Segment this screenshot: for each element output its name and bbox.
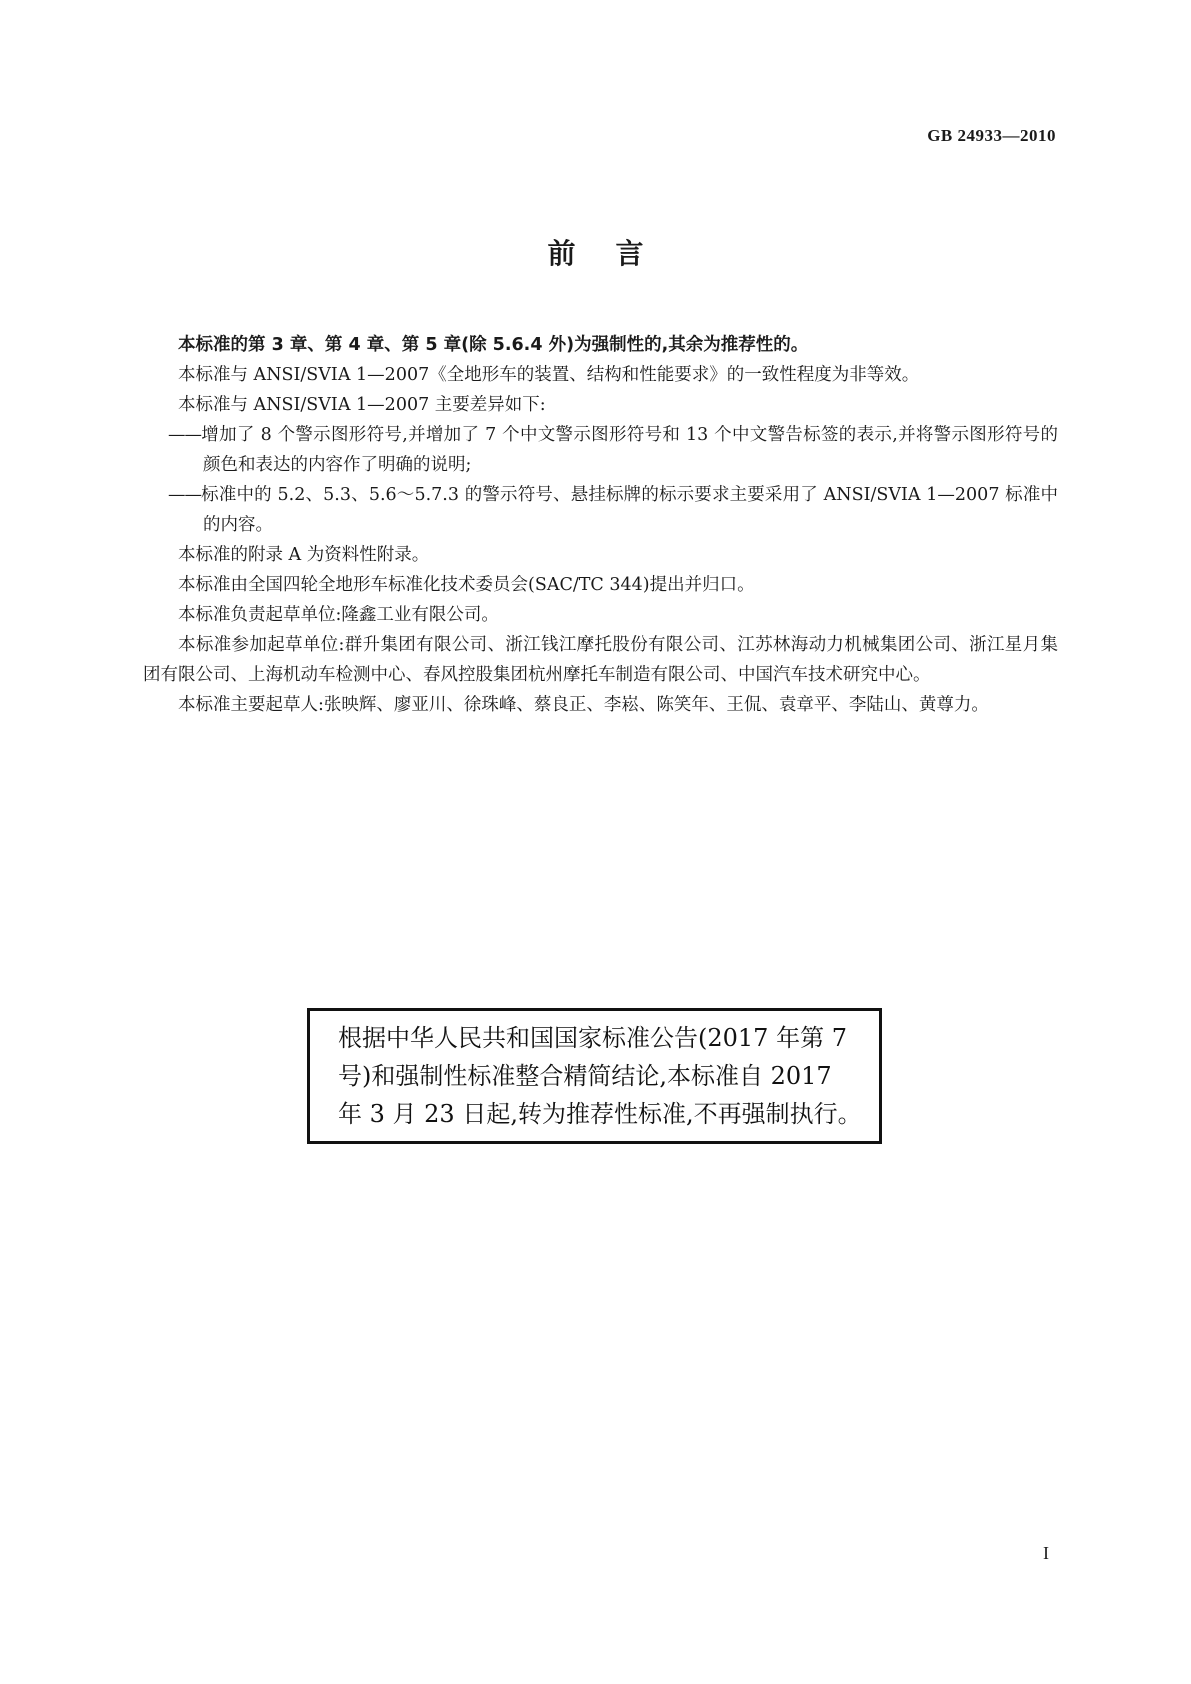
notice-line-2: 号)和强制性标准整合精简结论,本标准自 2017	[338, 1062, 832, 1090]
notice-line-3: 年 3 月 23 日起,转为推荐性标准,不再强制执行。	[338, 1100, 862, 1128]
paragraph-participating-drafters: 本标准参加起草单位:群升集团有限公司、浙江钱江摩托股份有限公司、江苏林海动力机械集团公司、浙江星月集团有限公司、上海机动车检测中心、春风控股集团杭州摩托车制造有限公司、中国汽车技术研究中心。	[143, 635, 1058, 685]
dash-marker: ——	[168, 485, 201, 505]
paragraph-lead-drafter: 本标准负责起草单位:隆鑫工业有限公司。	[178, 605, 499, 625]
paragraph-committee: 本标准由全国四轮全地形车标准化技术委员会(SAC/TC 344)提出并归口。	[178, 575, 755, 595]
difference-item-1-text: 增加了 8 个警示图形符号,并增加了 7 个中文警示图形符号和 13 个中文警告标签的表示,并将警示图形符号的颜色和表达的内容作了明确的说明;	[201, 425, 1058, 475]
difference-item-2-text: 标准中的 5.2、5.3、5.6～5.7.3 的警示符号、悬挂标牌的标示要求主要采用了 ANSI/SVIA 1—2007 标准中的内容。	[201, 485, 1058, 535]
dash-marker: ——	[168, 425, 201, 445]
paragraph-differences-intro: 本标准与 ANSI/SVIA 1—2007 主要差异如下:	[178, 395, 546, 415]
standard-number: GB 24933—2010	[927, 126, 1056, 145]
difference-item-1	[143, 420, 1058, 480]
page-title: 前言	[547, 237, 684, 270]
status-notice-box	[307, 1008, 882, 1144]
paragraph-main-drafters: 本标准主要起草人:张映辉、廖亚川、徐珠峰、蔡良正、李崧、陈笑年、王侃、袁章平、李陆山、黄尊力。	[178, 695, 989, 715]
paragraph-consistency: 本标准与 ANSI/SVIA 1—2007《全地形车的装置、结构和性能要求》的一致性程度为非等效。	[178, 365, 920, 385]
foreword-body	[143, 330, 1058, 720]
difference-item-2	[143, 480, 1058, 540]
paragraph-mandatory-scope: 本标准的第 3 章、第 4 章、第 5 章(除 5.6.4 外)为强制性的,其余为推荐性的。	[178, 335, 809, 355]
page-number: I	[1043, 1543, 1049, 1563]
paragraph-appendix: 本标准的附录 A 为资料性附录。	[178, 545, 430, 565]
notice-line-1: 根据中华人民共和国国家标准公告(2017 年第 7	[338, 1024, 847, 1052]
